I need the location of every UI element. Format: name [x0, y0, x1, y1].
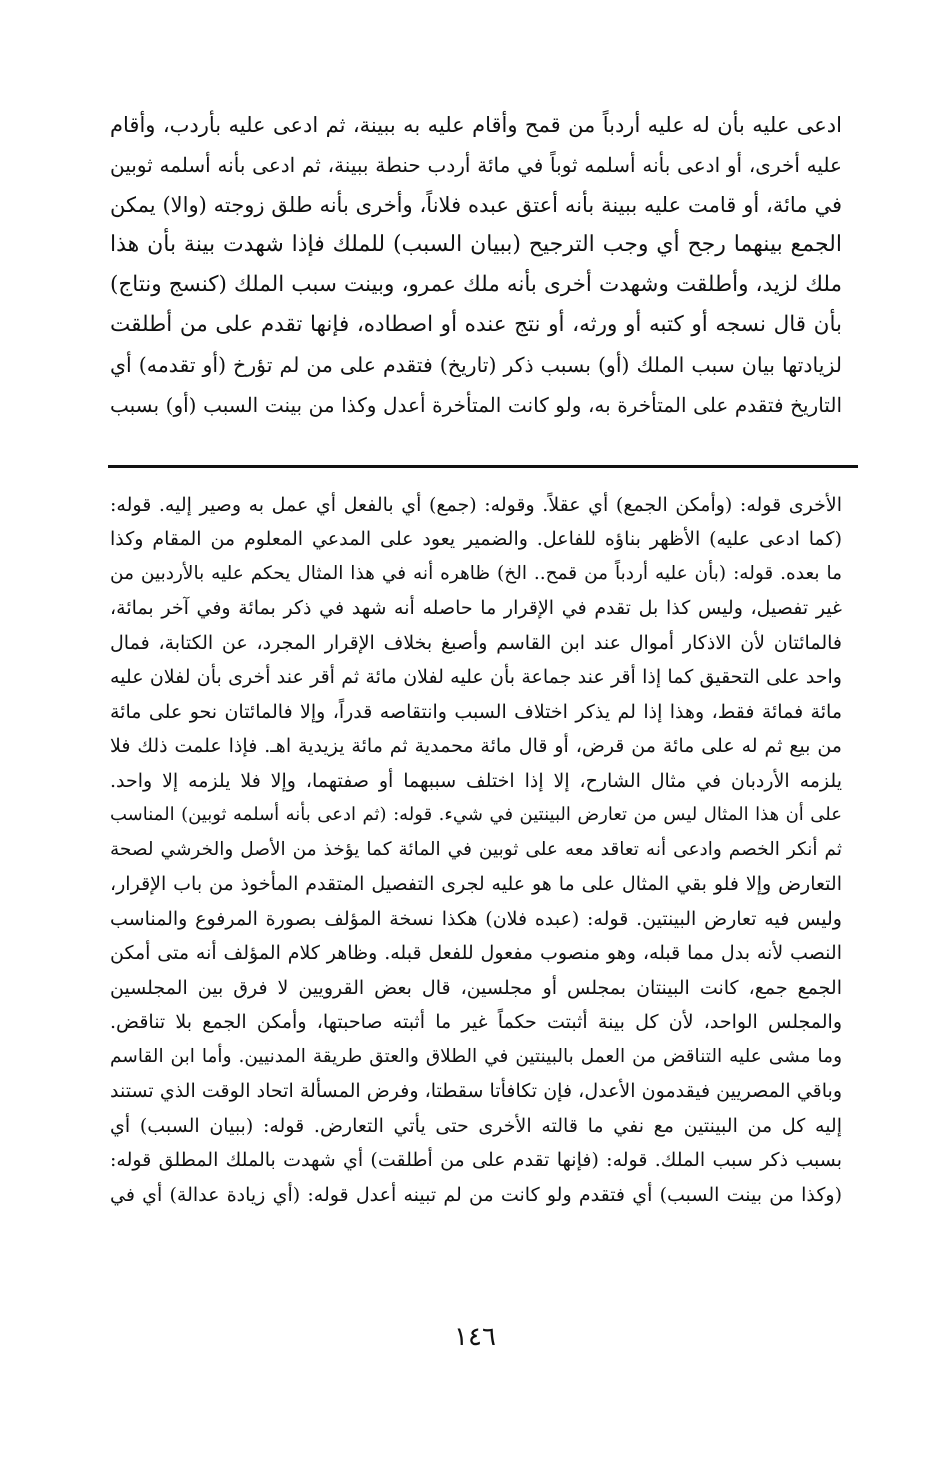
main-text-line: ادعى عليه بأن له عليه أردباً من قمح وأقام عليه به ببينة، ثم ادعى عليه بأردب، وأقام [110, 113, 842, 137]
footnote-line: الأخرى قوله: (وأمكن الجمع) أي عقلاً. وقوله: (جمع) أي بالفعل أي عمل به وصير إليه. قوله: [110, 494, 842, 516]
main-text-line: لزيادتها بيان سبب الملك (أو) بسبب ذكر (تاريخ) فتقدم على من لم تؤرخ (أو تقدمه) أي [110, 353, 842, 377]
main-text-line: التاريخ فتقدم على المتأخرة به، ولو كانت المتأخرة أعدل وكذا من بينت السبب (أو) بسبب [110, 393, 842, 417]
main-text-line: عليه أخرى، أو ادعى بأنه أسلمه ثوباً في مائة أردب حنطة ببينة، ثم ادعى بأنه أسلمه ثوبين [110, 153, 842, 177]
footnote-line: واحد على التحقيق كما إذا أقر عند جماعة بأن عليه لفلان مائة ثم أقر عند أخرى بأن لفلان عليه [110, 666, 842, 688]
footnote-line: بسبب ذكر سبب الملك. قوله: (فإنها تقدم على من أطلقت) أي شهدت بالملك المطلق قوله: [110, 1149, 842, 1171]
footnote-line: فالمائتان لأن الاذكار أموال عند ابن القاسم وأصبغ بخلاف الإقرار المجرد، عن الكتابة، فمال [110, 632, 842, 654]
main-text-line: الجمع بينهما رجح أي وجب الترجيح (ببيان السبب) للملك فإذا شهدت بينة بأن هذا [110, 232, 842, 257]
main-text-line: بأن قال نسجه أو كتبه أو ورثه، أو نتج عنده أو اصطاده، فإنها تقدم على من أطلقت [110, 312, 842, 337]
page-number: ١٤٦ [454, 1322, 496, 1352]
footnote-line: على أن هذا المثال ليس من تعارض البينتين في شيء. قوله: (ثم ادعى بأنه أسلمه ثوبين) المناسب [110, 804, 842, 825]
footnote-line: الجمع جمع، كانت البينتان بمجلس أو مجلسين، قال بعض القرويين لا فرق بين المجلسين [110, 977, 842, 999]
main-text-line: في مائة، أو قامت عليه ببينة بأنه أعتق عبده فلاناً، وأخرى بأنه طلق زوجته (والا) يمكن [110, 193, 842, 217]
footnote-line: والمجلس الواحد، لأن كل بينة أثبتت حكماً غير ما أثبته صاحبتها، وأمكن الجمع بلا تناقض. [110, 1011, 842, 1033]
footnote-line: وباقي المصريين فيقدمون الأعدل، فإن تكافأتا سقطتا، وفرض المسألة اتحاد الوقت الذي تستند [110, 1080, 842, 1102]
footnote-line: غير تفصيل، وليس كذا بل تقدم في الإقرار ما حاصله أنه شهد في ذكر بمائة وفي آخر بمائة، [110, 597, 842, 619]
footnote-line: النصب لأنه بدل مما قبله، وهو منصوب مفعول للفعل قبله. وظاهر كلام المؤلف أنه متى أمكن [110, 942, 842, 964]
footnote-line: (وكذا من بينت السبب) أي فتقدم ولو كانت من لم تبينه أعدل قوله: (أي زيادة عدالة) أي في [110, 1184, 842, 1206]
footnote-line: ما بعده. قوله: (بأن عليه أردباً من قمح.. الخ) ظاهره أنه في هذا المثال يحكم عليه بالأردبين من [110, 563, 842, 584]
footnote-line: إليه كل من البينتين مع نفي ما قالته الأخرى حتى يأتي التعارض. قوله: (ببيان السبب) أي [110, 1115, 842, 1137]
main-text-line: ملك لزيد، وأطلقت وشهدت أخرى بأنه ملك عمرو، وبينت سبب الملك (كنسج ونتاج) [110, 272, 842, 297]
footnote-line: من بيع ثم له على مائة من قرض، أو قال مائة محمدية ثم مائة يزيدية اهـ. فإذا علمت ذلك فلا [110, 735, 842, 757]
footnote-line: (كما ادعى عليه) الأظهر بناؤه للفاعل. والضمير يعود على المدعي المعلوم من المقام وكذا [110, 528, 842, 550]
footnote-line: وليس فيه تعارض البينتين. قوله: (عبده فلان) هكذا نسخة المؤلف بصورة المرفوع والمناسب [110, 908, 842, 930]
footnote-separator [108, 465, 858, 468]
footnote-line: التعارض وإلا فلو بقي المثال على ما هو عليه لجرى التفصيل المتقدم المأخوذ من باب الإقرار، [110, 873, 842, 895]
footnote-line: وما مشى عليه التناقض من العمل بالبينتين في الطلاق والعتق طريقة المدنيين. وأما ابن القاسم [110, 1046, 842, 1067]
footnote-line: مائة فمائة فقط، وهذا إذا لم يذكر اختلاف السبب وانتقاصه قدراً، وإلا فالمائتان نحو على مائة [110, 701, 842, 723]
footnote-line: ثم أنكر الخصم وادعى أنه تعاقد معه على ثوبين في المائة كما يؤخذ من الأصل والخرشي لصحة [110, 839, 842, 860]
footnote-line: يلزمه الأردبان في مثال الشارح، إلا إذا اختلف سببهما أو صفتهما، وإلا فلا يلزمه إلا واحد. [110, 770, 842, 792]
